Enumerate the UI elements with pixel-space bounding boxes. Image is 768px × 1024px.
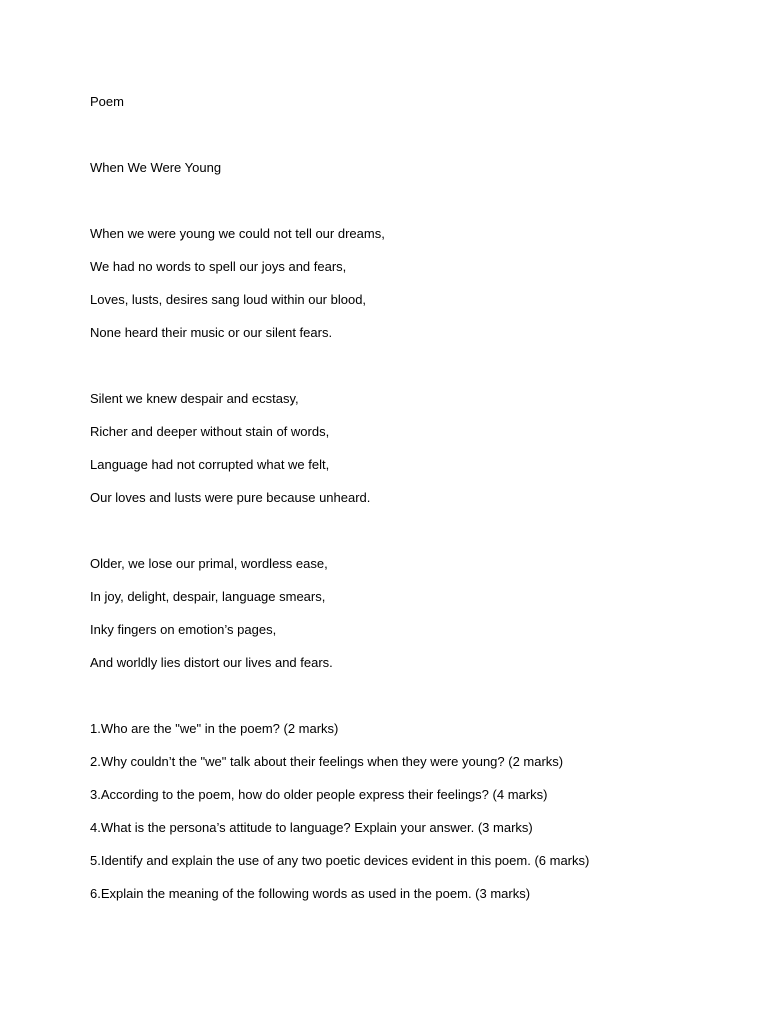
poem-line: Older, we lose our primal, wordless ease, xyxy=(90,556,328,571)
poem-line: Our loves and lusts were pure because unheard. xyxy=(90,490,371,505)
question-item: 6.Explain the meaning of the following words as used in the poem. (3 marks) xyxy=(90,886,531,901)
document-page xyxy=(90,94,730,902)
stanza-2 xyxy=(90,391,730,506)
document-heading: Poem xyxy=(90,94,124,109)
questions-list xyxy=(90,721,730,902)
poem-line: We had no words to spell our joys and fears, xyxy=(90,259,347,274)
poem-line: Richer and deeper without stain of words, xyxy=(90,424,330,439)
spacer xyxy=(90,506,730,556)
question-item: 5.Identify and explain the use of any two poetic devices evident in this poem. (6 marks) xyxy=(90,853,590,868)
question-item: 3.According to the poem, how do older people express their feelings? (4 marks) xyxy=(90,787,548,802)
spacer xyxy=(90,110,730,160)
question-item: 1.Who are the "we" in the poem? (2 marks) xyxy=(90,721,339,736)
poem-title: When We Were Young xyxy=(90,160,222,175)
question-item: 4.What is the persona’s attitude to language? Explain your answer. (3 marks) xyxy=(90,820,533,835)
spacer xyxy=(90,671,730,721)
spacer xyxy=(90,176,730,226)
poem-line: Language had not corrupted what we felt, xyxy=(90,457,330,472)
stanza-3 xyxy=(90,556,730,671)
poem-line: None heard their music or our silent fears. xyxy=(90,325,333,340)
question-item: 2.Why couldn’t the "we" talk about their feelings when they were young? (2 marks) xyxy=(90,754,564,769)
poem-line: And worldly lies distort our lives and fears. xyxy=(90,655,333,670)
poem-line: When we were young we could not tell our dreams, xyxy=(90,226,385,241)
poem-line: Silent we knew despair and ecstasy, xyxy=(90,391,299,406)
poem-line: Loves, lusts, desires sang loud within our blood, xyxy=(90,292,367,307)
poem-line: In joy, delight, despair, language smears, xyxy=(90,589,326,604)
spacer xyxy=(90,341,730,391)
poem-line: Inky fingers on emotion’s pages, xyxy=(90,622,277,637)
stanza-1 xyxy=(90,226,730,341)
